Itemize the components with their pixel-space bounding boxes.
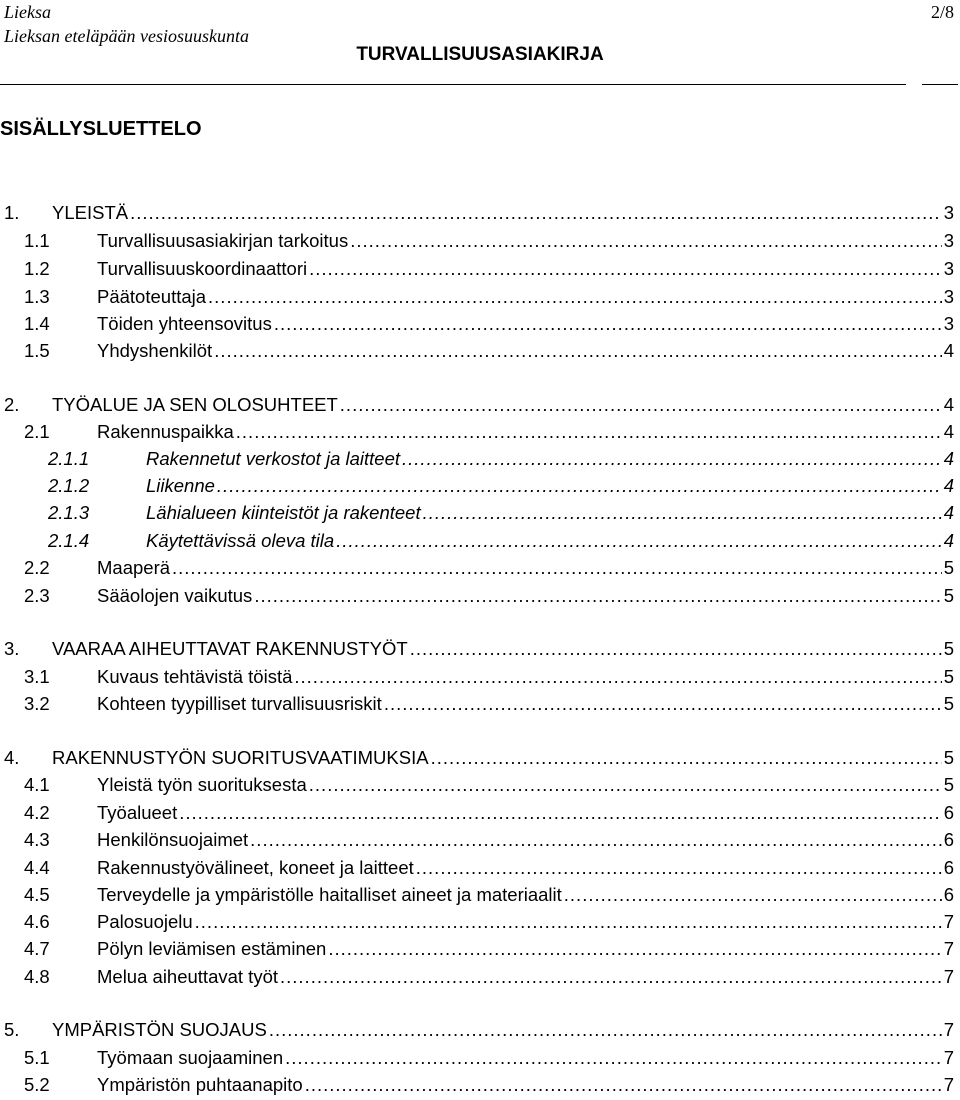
toc-entry[interactable] bbox=[24, 909, 954, 935]
toc-entry-page: 7 bbox=[943, 1047, 954, 1068]
toc-entry-label: VAARAA AIHEUTTAVAT RAKENNUSTYÖT bbox=[52, 638, 408, 659]
toc-leader-dots bbox=[236, 419, 942, 445]
toc-entry-number: 3.2 bbox=[24, 693, 50, 714]
toc-entry-label: Käytettävissä oleva tila bbox=[146, 530, 335, 551]
toc-entry-number: 5.2 bbox=[24, 1074, 50, 1095]
toc-entry-page: 3 bbox=[943, 202, 954, 223]
toc-entry-number: 2. bbox=[4, 394, 20, 415]
toc-entry-label: Turvallisuusasiakirjan tarkoitus bbox=[97, 230, 349, 251]
document-title: TURVALLISUUSASIAKIRJA bbox=[356, 44, 604, 65]
toc-entry-number: 4.3 bbox=[24, 829, 50, 850]
toc-entry-label: Sääolojen vaikutus bbox=[97, 585, 253, 606]
toc-entry-page: 4 bbox=[943, 530, 954, 551]
toc-leader-dots bbox=[309, 772, 942, 798]
toc-leader-dots bbox=[179, 800, 941, 826]
toc-entry-label: Rakennustyövälineet, koneet ja laitteet bbox=[97, 857, 414, 878]
toc-entry-label: Rakennetut verkostot ja laitteet bbox=[146, 448, 401, 469]
toc-entry-page: 5 bbox=[943, 557, 954, 578]
toc-entry[interactable] bbox=[24, 284, 954, 310]
toc-entry[interactable] bbox=[48, 500, 954, 526]
header-rule-segment bbox=[922, 84, 958, 85]
toc-entry[interactable] bbox=[24, 772, 954, 798]
toc-entry[interactable] bbox=[24, 338, 954, 364]
toc-entry-label: Terveydelle ja ympäristölle haitalliset aineet ja materiaalit bbox=[97, 884, 562, 905]
toc-entry-label: Lähialueen kiinteistöt ja rakenteet bbox=[146, 502, 421, 523]
toc-entry-page: 4 bbox=[943, 421, 954, 442]
header-organization-name: Lieksan eteläpään vesiosuuskunta bbox=[4, 26, 249, 46]
toc-entry[interactable] bbox=[24, 882, 954, 908]
toc-entry[interactable] bbox=[24, 664, 954, 690]
toc-entry-label: Päätoteuttaja bbox=[97, 286, 207, 307]
toc-entry[interactable] bbox=[48, 528, 954, 554]
toc-entry[interactable] bbox=[24, 583, 954, 609]
toc-entry-number: 5. bbox=[4, 1019, 20, 1040]
toc-entry-page: 3 bbox=[943, 230, 954, 251]
toc-entry-label: Työalueet bbox=[97, 802, 178, 823]
toc-entry-number: 1. bbox=[4, 202, 20, 223]
toc-entry-page: 5 bbox=[943, 774, 954, 795]
toc-entry[interactable] bbox=[24, 1045, 954, 1071]
toc-entry-page: 4 bbox=[943, 502, 954, 523]
toc-entry-label: Turvallisuuskoordinaattori bbox=[97, 258, 308, 279]
toc-entry-label: Kohteen tyypilliset turvallisuusriskit bbox=[97, 693, 382, 714]
toc-leader-dots bbox=[274, 311, 942, 337]
toc-leader-dots bbox=[130, 200, 942, 226]
toc-leader-dots bbox=[328, 936, 941, 962]
toc-entry[interactable] bbox=[24, 691, 954, 717]
toc-entry[interactable] bbox=[4, 745, 954, 771]
toc-entry[interactable] bbox=[24, 855, 954, 881]
toc-leader-dots bbox=[336, 528, 942, 554]
toc-entry-label: YMPÄRISTÖN SUOJAUS bbox=[52, 1019, 267, 1040]
toc-leader-dots bbox=[423, 500, 942, 526]
toc-leader-dots bbox=[294, 664, 941, 690]
toc-entry-label: Melua aiheuttavat työt bbox=[97, 966, 278, 987]
toc-entry-page: 5 bbox=[943, 638, 954, 659]
toc-entry-page: 4 bbox=[943, 340, 954, 361]
toc-leader-dots bbox=[416, 855, 942, 881]
toc-entry[interactable] bbox=[24, 555, 954, 581]
toc-entry-label: TYÖALUE JA SEN OLOSUHTEET bbox=[52, 394, 338, 415]
toc-entry-label: Liikenne bbox=[146, 475, 215, 496]
toc-entry-page: 7 bbox=[943, 1019, 954, 1040]
toc-entry-number: 2.3 bbox=[24, 585, 50, 606]
toc-entry-page: 3 bbox=[943, 258, 954, 279]
toc-entry-number: 2.1.4 bbox=[48, 530, 90, 551]
header-municipality: Lieksa bbox=[4, 2, 51, 22]
toc-entry[interactable] bbox=[24, 419, 954, 445]
header-rule bbox=[0, 84, 906, 85]
toc-entry-label: Pölyn leviämisen estäminen bbox=[97, 938, 327, 959]
toc-entry-page: 3 bbox=[943, 286, 954, 307]
toc-entry[interactable] bbox=[24, 964, 954, 990]
toc-leader-dots bbox=[340, 392, 942, 418]
toc-entry-number: 4. bbox=[4, 747, 20, 768]
toc-leader-dots bbox=[285, 1045, 942, 1071]
toc-leader-dots bbox=[269, 1017, 942, 1043]
toc-entry[interactable] bbox=[24, 800, 954, 826]
header-organization bbox=[4, 0, 249, 48]
toc-entry-number: 5.1 bbox=[24, 1047, 50, 1068]
toc-entry-number: 4.4 bbox=[24, 857, 50, 878]
toc-entry-label: Työmaan suojaaminen bbox=[97, 1047, 284, 1068]
toc-entry-number: 1.5 bbox=[24, 340, 50, 361]
toc-entry[interactable] bbox=[24, 1072, 954, 1098]
toc-entry[interactable] bbox=[24, 228, 954, 254]
toc-entry-page: 6 bbox=[943, 829, 954, 850]
toc-entry-page: 7 bbox=[943, 966, 954, 987]
toc-entry-label: Yhdyshenkilöt bbox=[97, 340, 213, 361]
toc-leader-dots bbox=[402, 446, 942, 472]
toc-entry-page: 6 bbox=[943, 802, 954, 823]
toc-leader-dots bbox=[305, 1072, 942, 1098]
toc-entry[interactable] bbox=[48, 473, 954, 499]
toc-entry-number: 3.1 bbox=[24, 666, 50, 687]
toc-entry[interactable] bbox=[4, 392, 954, 418]
toc-leader-dots bbox=[195, 909, 942, 935]
toc-entry[interactable] bbox=[4, 200, 954, 226]
toc-entry-number: 2.1.3 bbox=[48, 502, 90, 523]
toc-entry-label: Töiden yhteensovitus bbox=[97, 313, 272, 334]
toc-entry-number: 1.4 bbox=[24, 313, 50, 334]
toc-entry-label: RAKENNUSTYÖN SUORITUSVAATIMUKSIA bbox=[52, 747, 429, 768]
toc-leader-dots bbox=[410, 636, 942, 662]
toc-leader-dots bbox=[208, 284, 942, 310]
toc-leader-dots bbox=[384, 691, 942, 717]
toc-entry-number: 3. bbox=[4, 638, 20, 659]
toc-entry-label: Palosuojelu bbox=[97, 911, 193, 932]
toc-entry[interactable] bbox=[24, 936, 954, 962]
toc-entry-number: 2.2 bbox=[24, 557, 50, 578]
toc-entry-page: 7 bbox=[943, 911, 954, 932]
toc-entry-page: 3 bbox=[943, 313, 954, 334]
toc-entry-label: Ympäristön puhtaanapito bbox=[97, 1074, 303, 1095]
toc-entry-number: 2.1 bbox=[24, 421, 50, 442]
toc-entry[interactable] bbox=[24, 827, 954, 853]
toc-entry-page: 6 bbox=[943, 884, 954, 905]
toc-entry[interactable] bbox=[48, 446, 954, 472]
toc-entry-label: Rakennuspaikka bbox=[97, 421, 234, 442]
toc-entry[interactable] bbox=[24, 311, 954, 337]
toc-entry-page: 7 bbox=[943, 1074, 954, 1095]
toc-entry-page: 4 bbox=[943, 475, 954, 496]
toc-leader-dots bbox=[431, 745, 942, 771]
toc-entry-number: 2.1.1 bbox=[48, 448, 90, 469]
toc-leader-dots bbox=[254, 583, 941, 609]
toc-leader-dots bbox=[250, 827, 942, 853]
toc-entry-number: 4.1 bbox=[24, 774, 50, 795]
toc-entry-page: 4 bbox=[943, 448, 954, 469]
toc-entry-label: Kuvaus tehtävistä töistä bbox=[97, 666, 293, 687]
toc-entry-label: Yleistä työn suorituksesta bbox=[97, 774, 307, 795]
toc-entry-number: 1.1 bbox=[24, 230, 50, 251]
toc-entry-page: 5 bbox=[943, 666, 954, 687]
toc-entry-number: 4.8 bbox=[24, 966, 50, 987]
toc-entry-number: 4.7 bbox=[24, 938, 50, 959]
toc-entry-number: 4.5 bbox=[24, 884, 50, 905]
toc-entry-number: 4.2 bbox=[24, 802, 50, 823]
toc-entry[interactable] bbox=[4, 1017, 954, 1043]
toc-entry-label: YLEISTÄ bbox=[52, 202, 129, 223]
toc-entry-page: 7 bbox=[943, 938, 954, 959]
toc-entry-label: Henkilönsuojaimet bbox=[97, 829, 249, 850]
toc-leader-dots bbox=[309, 256, 942, 282]
toc-entry-page: 5 bbox=[943, 693, 954, 714]
toc-heading: SISÄLLYSLUETTELO bbox=[0, 118, 202, 140]
toc-entry-number: 4.6 bbox=[24, 911, 50, 932]
toc-leader-dots bbox=[214, 338, 942, 364]
toc-entry-number: 1.3 bbox=[24, 286, 50, 307]
toc-entry-label: Maaperä bbox=[97, 557, 171, 578]
toc-entry[interactable] bbox=[24, 256, 954, 282]
toc-entry-number: 2.1.2 bbox=[48, 475, 90, 496]
toc-entry-number: 1.2 bbox=[24, 258, 50, 279]
toc-leader-dots bbox=[350, 228, 941, 254]
toc-entry-page: 4 bbox=[943, 394, 954, 415]
toc-leader-dots bbox=[280, 964, 942, 990]
toc-entry-page: 5 bbox=[943, 747, 954, 768]
toc-leader-dots bbox=[172, 555, 942, 581]
toc-leader-dots bbox=[564, 882, 942, 908]
toc-leader-dots bbox=[217, 473, 942, 499]
toc-entry-page: 6 bbox=[943, 857, 954, 878]
toc-entry-page: 5 bbox=[943, 585, 954, 606]
page-number: 2/8 bbox=[930, 2, 954, 22]
toc-entry[interactable] bbox=[4, 636, 954, 662]
